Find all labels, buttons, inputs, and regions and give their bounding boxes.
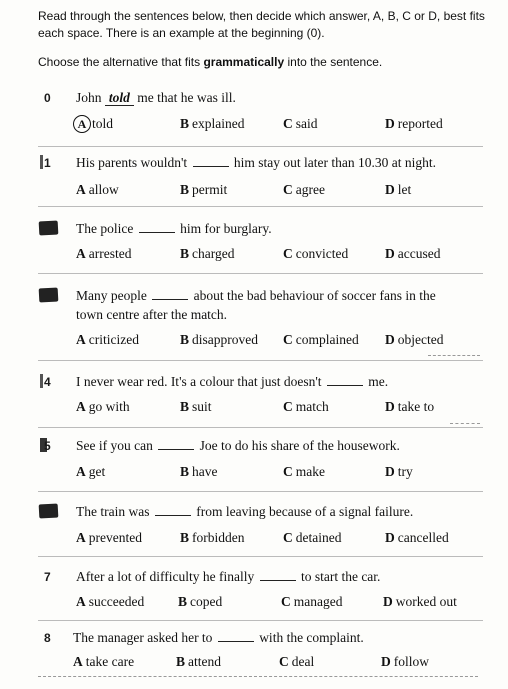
option-text: arrested	[88, 246, 132, 261]
option-text: take to	[397, 399, 435, 414]
divider	[38, 556, 483, 557]
option-a[interactable]	[76, 245, 131, 263]
option-text: managed	[293, 594, 343, 609]
option-letter: B	[180, 246, 190, 261]
question-number: 1	[44, 156, 51, 170]
option-d[interactable]	[385, 331, 443, 349]
option-letter: C	[283, 182, 293, 197]
option-b[interactable]	[180, 463, 218, 481]
option-b[interactable]	[180, 245, 235, 263]
stem-after: about the bad behaviour of soccer fans in the	[193, 288, 436, 303]
pencil-mark	[428, 355, 480, 356]
option-d[interactable]	[385, 115, 443, 133]
option-d[interactable]	[385, 529, 449, 547]
option-letter: A	[76, 594, 86, 609]
option-b[interactable]	[180, 115, 245, 133]
option-text: said	[295, 116, 318, 131]
question-number: 7	[44, 570, 51, 584]
option-letter: C	[283, 530, 293, 545]
option-text: coped	[190, 594, 223, 609]
divider	[38, 146, 483, 147]
option-text: cancelled	[397, 530, 449, 545]
option-letter: A	[76, 332, 86, 347]
option-text: prevented	[88, 530, 142, 545]
divider	[38, 427, 483, 428]
divider	[38, 360, 483, 361]
option-letter: B	[178, 594, 188, 609]
instruction-text	[38, 54, 493, 70]
option-text: deal	[291, 654, 315, 669]
option-text: objected	[397, 332, 444, 347]
option-letter: B	[180, 182, 190, 197]
option-text: try	[397, 464, 413, 479]
option-letter: C	[281, 594, 291, 609]
option-a[interactable]	[76, 181, 119, 199]
question-number-blot	[39, 288, 59, 303]
option-b[interactable]	[176, 653, 221, 671]
option-letter: B	[180, 399, 190, 414]
option-text: take care	[85, 654, 135, 669]
option-text: match	[295, 399, 329, 414]
smudge-mark	[40, 374, 43, 388]
answer-blank[interactable]	[152, 287, 188, 300]
stem-line2: town centre after the match.	[76, 307, 228, 322]
option-c[interactable]	[283, 398, 329, 416]
option-c[interactable]	[283, 115, 318, 133]
option-letter: C	[283, 246, 293, 261]
option-letter: B	[176, 654, 186, 669]
option-c[interactable]	[281, 593, 342, 611]
option-text: suit	[192, 399, 212, 414]
option-d[interactable]	[385, 245, 440, 263]
answer-blank[interactable]	[260, 568, 296, 581]
option-text: detained	[295, 530, 342, 545]
stem-before: Many people	[76, 288, 147, 303]
question-stem	[76, 286, 486, 324]
option-letter: B	[180, 332, 190, 347]
stem-after: with the complaint.	[259, 630, 364, 645]
option-b[interactable]	[180, 181, 227, 199]
option-letter: D	[385, 332, 395, 347]
option-text: told	[92, 116, 114, 131]
option-d[interactable]	[385, 181, 411, 199]
option-a[interactable]	[76, 331, 139, 349]
question-stem	[76, 88, 486, 107]
option-a[interactable]	[76, 593, 144, 611]
divider	[38, 273, 483, 274]
stem-after: him stay out later than 10.30 at night.	[233, 155, 437, 170]
stem-after: to start the car.	[300, 569, 381, 584]
option-letter: C	[283, 332, 293, 347]
stem-before: His parents wouldn't	[76, 155, 188, 170]
stem-after: from leaving because of a signal failure.	[196, 504, 414, 519]
divider	[38, 491, 483, 492]
option-a[interactable]	[76, 398, 130, 416]
option-b[interactable]	[180, 529, 245, 547]
answer-blank[interactable]	[218, 629, 254, 642]
stem-before: The police	[76, 221, 134, 236]
option-text: have	[192, 464, 218, 479]
option-c[interactable]	[283, 529, 341, 547]
option-letter: D	[385, 116, 395, 131]
option-c[interactable]	[283, 331, 359, 349]
option-text: allow	[88, 182, 119, 197]
smudge-mark	[40, 155, 43, 169]
instruction-emphasis: grammatically	[203, 55, 285, 69]
question-number: 4	[44, 375, 51, 389]
stem-after: Joe to do his share of the housework.	[199, 438, 400, 453]
option-letter: A	[73, 654, 83, 669]
option-b[interactable]	[180, 398, 212, 416]
option-text: forbidden	[192, 530, 245, 545]
question-stem	[76, 153, 486, 172]
option-letter: A	[76, 399, 86, 414]
option-text: convicted	[295, 246, 349, 261]
stem-after: me that he was ill.	[137, 90, 236, 105]
instruction-before: Choose the alternative that fits	[38, 55, 204, 69]
stem-before: I never wear red. It's a colour that just doesn't	[76, 374, 322, 389]
answer-blank[interactable]	[158, 437, 194, 450]
option-letter: A	[76, 464, 86, 479]
option-text: make	[295, 464, 325, 479]
stem-before: After a lot of difficulty he finally	[76, 569, 255, 584]
option-c[interactable]	[283, 181, 325, 199]
option-text: permit	[192, 182, 228, 197]
option-letter: C	[283, 464, 293, 479]
option-text: get	[88, 464, 106, 479]
divider	[38, 620, 483, 621]
stem-before: See if you can	[76, 438, 153, 453]
stem-before: The manager asked her to	[73, 630, 213, 645]
question-number-blot	[39, 221, 59, 236]
option-a[interactable]	[73, 115, 113, 133]
question-number-blot	[39, 504, 59, 519]
stem-before: John	[76, 90, 102, 105]
circled-answer-icon: A	[73, 115, 91, 133]
answer-blank[interactable]	[155, 503, 191, 516]
option-d[interactable]	[381, 653, 429, 671]
stem-before: The train was	[76, 504, 150, 519]
option-letter: D	[385, 246, 395, 261]
option-d[interactable]	[383, 593, 457, 611]
option-text: criticized	[88, 332, 139, 347]
answer-blank[interactable]	[193, 154, 229, 167]
option-a[interactable]	[73, 653, 134, 671]
option-letter: B	[180, 464, 190, 479]
option-letter: C	[279, 654, 289, 669]
stem-after: me.	[368, 374, 389, 389]
option-letter: D	[383, 594, 393, 609]
option-letter: C	[283, 399, 293, 414]
instruction-after: into the sentence.	[284, 55, 383, 69]
option-letter: A	[76, 530, 86, 545]
question-stem	[76, 567, 486, 586]
option-letter: D	[385, 399, 395, 414]
question-number: 0	[44, 91, 51, 105]
question-stem	[76, 502, 486, 521]
answer-blank[interactable]	[327, 373, 363, 386]
option-letter: D	[385, 182, 395, 197]
option-text: accused	[397, 246, 441, 261]
option-letter: C	[283, 116, 293, 131]
option-text: attend	[188, 654, 222, 669]
option-text: reported	[397, 116, 443, 131]
option-text: explained	[192, 116, 245, 131]
option-text: worked out	[395, 594, 457, 609]
option-c[interactable]	[283, 463, 325, 481]
option-d[interactable]	[385, 398, 434, 416]
option-a[interactable]	[76, 529, 142, 547]
option-b[interactable]	[180, 331, 258, 349]
option-text: agree	[295, 182, 325, 197]
stem-after: him for burglary.	[180, 221, 272, 236]
question-stem	[76, 219, 486, 238]
option-letter: B	[180, 116, 190, 131]
option-c[interactable]	[283, 245, 348, 263]
option-a[interactable]	[76, 463, 105, 481]
pencil-mark	[450, 423, 480, 424]
question-number: 8	[44, 631, 51, 645]
option-b[interactable]	[178, 593, 222, 611]
bottom-edge-line	[38, 676, 478, 677]
option-text: let	[397, 182, 412, 197]
intro-text: Read through the sentences below, then decide which answer, A, B, C or D, best fits each space. There is an example at the beginning (0).	[38, 9, 485, 40]
option-d[interactable]	[385, 463, 413, 481]
option-letter: D	[381, 654, 391, 669]
option-text: succeeded	[88, 594, 145, 609]
option-text: charged	[192, 246, 235, 261]
option-text: complained	[295, 332, 359, 347]
option-letter: A	[76, 182, 86, 197]
option-letter: D	[385, 530, 395, 545]
option-text: disapproved	[192, 332, 258, 347]
option-letter: D	[385, 464, 395, 479]
question-stem	[76, 372, 486, 391]
option-text: go with	[88, 399, 130, 414]
question-stem	[76, 436, 486, 455]
question-number: 5	[44, 439, 51, 453]
option-letter: A	[76, 246, 86, 261]
question-stem	[73, 628, 483, 647]
example-answer: told	[105, 90, 134, 106]
option-text: follow	[393, 654, 429, 669]
option-c[interactable]	[279, 653, 314, 671]
answer-blank[interactable]	[139, 220, 175, 233]
option-letter: B	[180, 530, 190, 545]
divider	[38, 206, 483, 207]
